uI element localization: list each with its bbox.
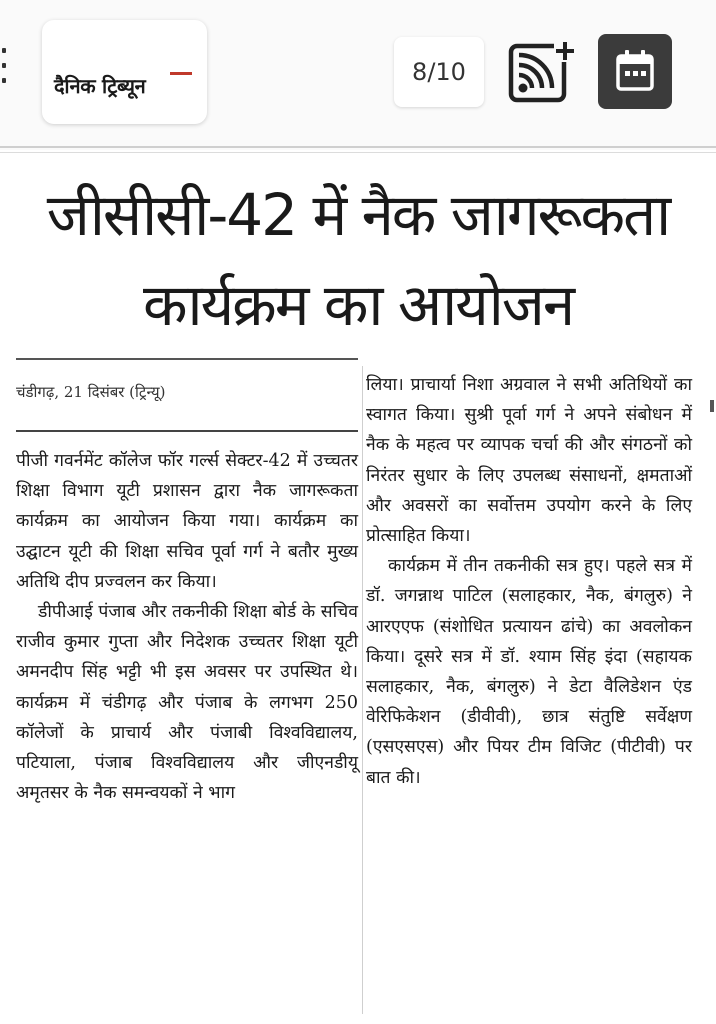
logo-text: दैनिक ट्रिब्यून xyxy=(54,74,146,98)
calendar-icon xyxy=(598,34,672,109)
column-divider xyxy=(362,366,363,1014)
page-counter[interactable]: 8/10 xyxy=(394,37,484,107)
calendar-button[interactable] xyxy=(598,34,672,109)
article-paragraph: कार्यक्रम में तीन तकनीकी सत्र हुए। पहले सत्र में डॉ. जगन्नाथ पाटिल (सलाहकार, नैक, बंगलुरु) ने आरएएफ (संशोधित प्रत्यायन ढांचे) का अवलोकन किया। दूसरे सत्र में डॉ. श्याम सिंह इंदा (सहायक सलाहकार, नैक, बंगलुरु) ने डेटा वैलिडेशन एंड वेरिफिकेशन (डीवीवी), छात्र संतुष्टि सर्वेक्षण (एसएसएस) और पियर टीम विजिट (पीटीवी) पर बात की। xyxy=(366,556,692,788)
toolbar-divider-secondary xyxy=(0,152,716,153)
rss-add-icon[interactable] xyxy=(506,37,578,109)
headline-rule xyxy=(16,358,358,360)
newspaper-logo[interactable] xyxy=(42,20,207,124)
article-paragraph: लिया। प्राचार्या निशा अग्रवाल ने सभी अतिथियों का स्वागत किया। सुश्री पूर्वा गर्ग ने अपने संबोधन में नैक के महत्व पर व्यापक चर्चा की और संगठनों को निरंतर सुधार के लिए उपलब्ध संसाधनों, क्षमताओं और अवसरों का सर्वोत्तम उपयोग करने के लिए प्रोत्साहित किया। xyxy=(366,375,692,547)
scroll-indicator[interactable] xyxy=(710,400,714,412)
article-paragraph: पीजी गवर्नमेंट कॉलेज फॉर गर्ल्स सेक्टर-42 में उच्चतर शिक्षा विभाग यूटी प्रशासन द्वारा नैक जागरूकता कार्यक्रम का आयोजन किया गया। कार्यक्रम का उद्घाटन यूटी की शिक्षा सचिव पूर्वा गर्ग ने बतौर मुख्य अतिथि दीप प्रज्वलन कर किया। xyxy=(16,451,358,592)
article-paragraph: डीपीआई पंजाब और तकनीकी शिक्षा बोर्ड के सचिव राजीव कुमार गुप्ता और निदेशक उच्चतर शिक्षा यूटी अमनदीप सिंह भट्टी भी इस अवसर पर उपस्थित थे। कार्यक्रम में चंडीगढ़ और पंजाब के लगभग 250 कॉलेजों के प्राचार्य और पंजाबी विश्वविद्यालय, पटियाला, पंजाब विश्वविद्यालय और जीएनडीयू अमृतसर के नैक समन्वयकों ने भाग xyxy=(16,602,358,804)
more-vertical-icon[interactable] xyxy=(0,48,8,92)
dateline-rule xyxy=(16,430,358,432)
dateline: चंडीगढ़, 21 दिसंबर (ट्रिन्यू) xyxy=(16,383,166,401)
article-headline xyxy=(0,170,716,350)
toolbar-divider xyxy=(0,146,716,148)
headline-line-1: जीसीसी-42 में नैक जागरूकता xyxy=(46,181,670,249)
toolbar xyxy=(0,0,716,150)
logo-accent-mark xyxy=(170,72,192,75)
headline-line-2: कार्यक्रम का आयोजन xyxy=(142,271,574,339)
article-column-right xyxy=(366,370,692,793)
article-column-left xyxy=(16,446,358,808)
